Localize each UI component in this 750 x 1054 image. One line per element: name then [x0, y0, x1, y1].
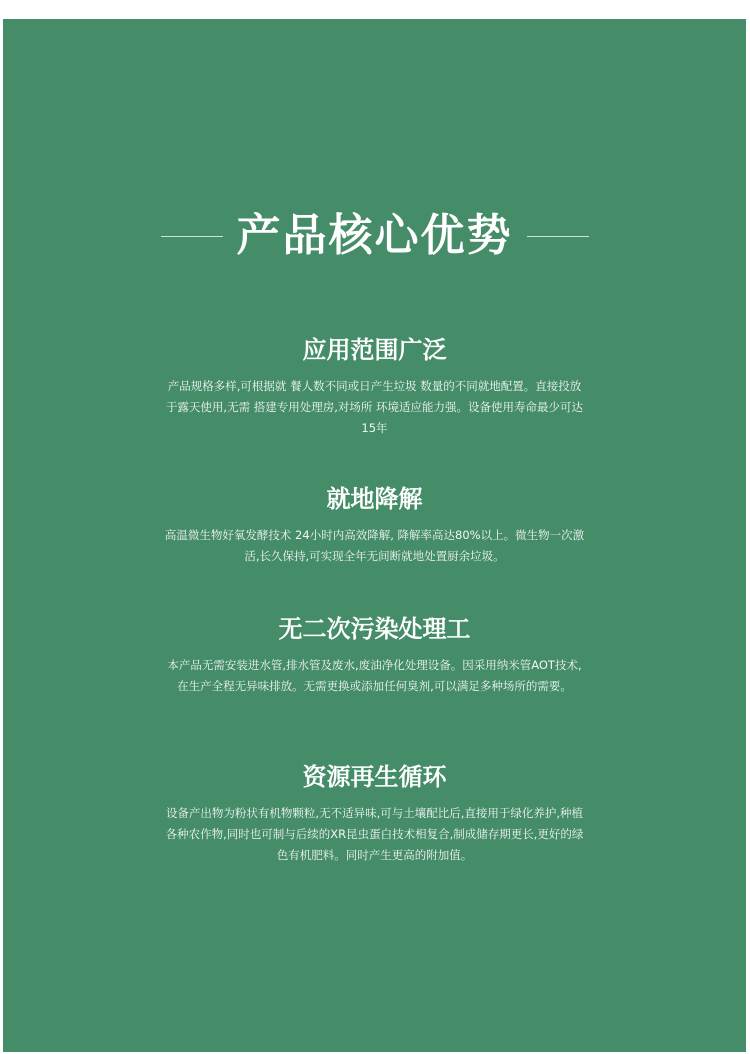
section-no-secondary-pollution [163, 612, 586, 697]
section-body: 本产品无需安装进水管,排水管及废水,废油净化处理设备。因采用纳米管AOT技术,在生产全程无异味排放。无需更换或添加任何臭剂,可以满足多种场所的需要。 [167, 658, 582, 693]
section-onsite-degradation [163, 482, 586, 567]
section-heading: 就地降解 [326, 485, 423, 513]
section-body: 设备产出物为粉状有机物颗粒,无不适异味,可与土壤配比后,直接用于绿化养护,种植各种农作物,同时也可制与后续的XR昆虫蛋白技术相复合,制成储存期更长,更好的绿色有机肥料。同时产生更高的附加值。 [165, 806, 584, 862]
section-resource-recycling [163, 760, 586, 866]
section-wide-application [163, 333, 586, 439]
section-heading: 资源再生循环 [302, 763, 447, 791]
title-left-divider [161, 236, 223, 237]
poster-panel [3, 19, 746, 1052]
title-row [3, 205, 746, 267]
section-heading: 无二次污染处理工 [278, 615, 471, 643]
section-heading: 应用范围广泛 [302, 336, 447, 364]
page-title: 产品核心优势 [236, 210, 513, 261]
title-right-divider [527, 236, 589, 237]
section-body: 高温微生物好氧发酵技术 24小时内高效降解, 降解率高达80%以上。微生物一次激活,长久保持,可实现全年无间断就地处置厨余垃圾。 [164, 528, 585, 563]
section-body: 产品规格多样,可根据就 餐人数不同或日产生垃圾 数量的不同就地配置。直接投放于露天使用,无需 搭建专用处理房,对场所 环境适应能力强。设备使用寿命最少可达15年 [165, 379, 584, 435]
